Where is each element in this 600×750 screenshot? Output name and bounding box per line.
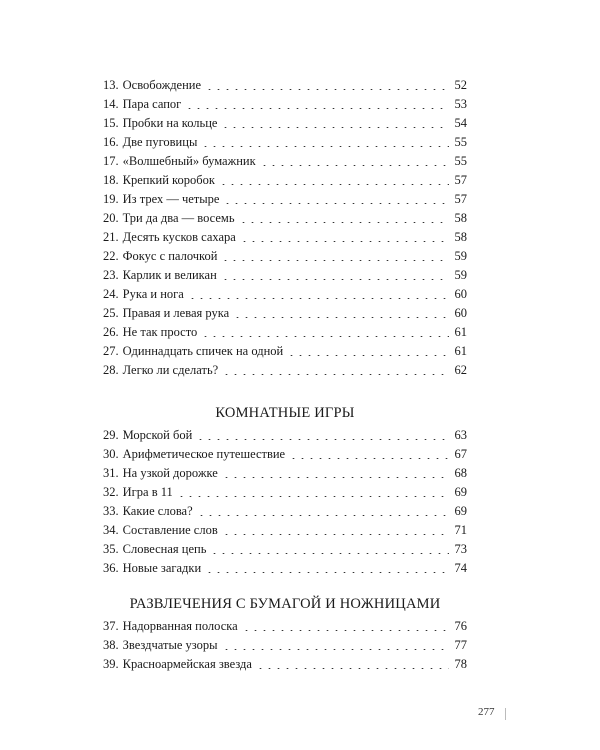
toc-entry-page: 61 <box>454 344 467 358</box>
toc-entry-number: 31. <box>103 466 119 480</box>
toc-entry-page: 69 <box>454 504 467 518</box>
toc-entry-title: Три да два — восемь <box>122 211 235 225</box>
toc-entry-number: 35. <box>103 542 119 556</box>
toc-entry-title: Словесная цепь <box>122 542 207 556</box>
toc-entry-number: 20. <box>103 211 119 225</box>
section-heading: РАЗВЛЕЧЕНИЯ С БУМАГОЙ И НОЖНИЦАМИ <box>129 596 441 612</box>
toc-entry <box>103 559 467 578</box>
dot-leader <box>222 534 449 535</box>
toc-entry <box>103 636 467 655</box>
toc-entry <box>103 171 467 190</box>
dot-leader <box>219 184 449 185</box>
toc-entry-title: Правая и левая рука <box>122 306 230 320</box>
toc-entry-page: 57 <box>454 173 467 187</box>
toc-entry-page: 73 <box>454 542 467 556</box>
dot-leader <box>222 649 449 650</box>
dot-leader <box>201 146 449 147</box>
dot-leader <box>222 477 449 478</box>
toc-entry-number: 36. <box>103 561 119 575</box>
toc-entry-page: 57 <box>454 192 467 206</box>
toc-entry <box>103 228 467 247</box>
dot-leader <box>239 222 449 223</box>
toc-entry-page: 78 <box>454 657 467 671</box>
toc-entry-title: Одиннадцать спичек на одной <box>122 344 284 358</box>
toc-entry-title: Новые загадки <box>122 561 202 575</box>
toc-entry-page: 52 <box>454 78 467 92</box>
toc-entry-number: 18. <box>103 173 119 187</box>
toc-entry-page: 58 <box>454 230 467 244</box>
toc-entry-number: 24. <box>103 287 119 301</box>
toc-entry-page: 77 <box>454 638 467 652</box>
toc-entry-number: 39. <box>103 657 119 671</box>
toc-entry <box>103 76 467 95</box>
folio-divider <box>505 708 506 720</box>
toc-entry-number: 21. <box>103 230 119 244</box>
toc-entry <box>103 617 467 636</box>
toc-entry-page: 71 <box>454 523 467 537</box>
toc-entry <box>103 464 467 483</box>
toc-entry-title: Составление слов <box>122 523 218 537</box>
toc-section-main <box>103 76 467 380</box>
toc-entry-number: 22. <box>103 249 119 263</box>
toc-entry-title: Освобождение <box>122 78 202 92</box>
dot-leader <box>221 279 449 280</box>
toc-entry-page: 58 <box>454 211 467 225</box>
toc-entry-title: На узкой дорожке <box>122 466 218 480</box>
toc-entry-title: Фокус с палочкой <box>122 249 218 263</box>
toc-entry-title: Десять кусков сахара <box>122 230 236 244</box>
toc-entry-number: 33. <box>103 504 119 518</box>
toc-entry-number: 27. <box>103 344 119 358</box>
toc-entry <box>103 209 467 228</box>
dot-leader <box>201 336 449 337</box>
toc-entry-number: 32. <box>103 485 119 499</box>
toc-entry-page: 54 <box>454 116 467 130</box>
toc-entry-title: Крепкий коробок <box>122 173 215 187</box>
toc-entry-number: 37. <box>103 619 119 633</box>
toc-entry <box>103 152 467 171</box>
toc-entry-title: Арифметическое путешествие <box>122 447 286 461</box>
dot-leader <box>260 165 449 166</box>
toc-entry <box>103 521 467 540</box>
toc-entry-title: Звездчатые узоры <box>122 638 218 652</box>
toc-entry-title: Пробки на кольце <box>122 116 218 130</box>
dot-leader <box>177 496 449 497</box>
toc-entry <box>103 133 467 152</box>
toc-section-room-games <box>103 403 467 578</box>
toc-entry-number: 23. <box>103 268 119 282</box>
toc-entry-number: 30. <box>103 447 119 461</box>
toc-entry-title: Красноармейская звезда <box>122 657 252 671</box>
dot-leader <box>240 241 449 242</box>
dot-leader <box>289 458 449 459</box>
dot-leader <box>222 374 449 375</box>
toc-entry-title: «Волшебный» бумажник <box>122 154 256 168</box>
toc-entry-page: 60 <box>454 287 467 301</box>
toc-entry-page: 76 <box>454 619 467 633</box>
toc-entry <box>103 445 467 464</box>
toc-entry <box>103 114 467 133</box>
toc-entry-title: Какие слова? <box>122 504 193 518</box>
dot-leader <box>221 127 449 128</box>
toc-entry-page: 60 <box>454 306 467 320</box>
toc-entry-title: Две пуговицы <box>122 135 198 149</box>
toc-entry-number: 16. <box>103 135 119 149</box>
dot-leader <box>188 298 449 299</box>
dot-leader <box>185 108 449 109</box>
dot-leader <box>196 439 449 440</box>
toc-entry-page: 63 <box>454 428 467 442</box>
toc-entry-number: 17. <box>103 154 119 168</box>
toc-entry <box>103 190 467 209</box>
toc-entry-page: 55 <box>454 135 467 149</box>
toc-entry <box>103 502 467 521</box>
toc-entry-number: 14. <box>103 97 119 111</box>
toc-entry-page: 74 <box>454 561 467 575</box>
toc-entry-page: 53 <box>454 97 467 111</box>
toc-entry-page: 55 <box>454 154 467 168</box>
toc-entry <box>103 483 467 502</box>
dot-leader <box>287 355 449 356</box>
toc-entry <box>103 323 467 342</box>
toc-entry-page: 62 <box>454 363 467 377</box>
page-number: 277 <box>478 706 495 718</box>
toc-entry-title: Не так просто <box>122 325 198 339</box>
toc-entry <box>103 540 467 559</box>
toc-section-paper-scissors <box>103 594 467 674</box>
toc-entry-number: 19. <box>103 192 119 206</box>
toc-entry-title: Рука и нога <box>122 287 184 301</box>
toc-entry-number: 34. <box>103 523 119 537</box>
dot-leader <box>197 515 449 516</box>
dot-leader <box>205 89 449 90</box>
dot-leader <box>210 553 449 554</box>
dot-leader <box>233 317 449 318</box>
toc-entry-page: 59 <box>454 249 467 263</box>
toc-entry-page: 69 <box>454 485 467 499</box>
toc-entry <box>103 342 467 361</box>
toc-entry-title: Морской бой <box>122 428 193 442</box>
toc-entry-page: 59 <box>454 268 467 282</box>
toc-entry <box>103 285 467 304</box>
toc-entry <box>103 95 467 114</box>
toc-entry-title: Карлик и великан <box>122 268 217 282</box>
toc-entry-number: 38. <box>103 638 119 652</box>
toc-entry-number: 26. <box>103 325 119 339</box>
toc-entry-title: Пара сапог <box>122 97 182 111</box>
dot-leader <box>256 668 449 669</box>
toc-entry <box>103 247 467 266</box>
toc-entry-number: 29. <box>103 428 119 442</box>
dot-leader <box>221 260 449 261</box>
toc-entry-number: 28. <box>103 363 119 377</box>
toc-entry-number: 25. <box>103 306 119 320</box>
toc-entry-page: 68 <box>454 466 467 480</box>
dot-leader <box>205 572 449 573</box>
toc-entry <box>103 304 467 323</box>
toc-entry-title: Из трех — четыре <box>122 192 220 206</box>
dot-leader <box>223 203 449 204</box>
section-heading: КОМНАТНЫЕ ИГРЫ <box>215 405 355 421</box>
toc-entry <box>103 426 467 445</box>
toc-entry <box>103 655 467 674</box>
dot-leader <box>242 630 449 631</box>
toc-entry-number: 15. <box>103 116 119 130</box>
toc-entry-title: Легко ли сделать? <box>122 363 219 377</box>
toc-entry-number: 13. <box>103 78 119 92</box>
toc-entry-page: 61 <box>454 325 467 339</box>
toc-entry <box>103 266 467 285</box>
toc-entry <box>103 361 467 380</box>
toc-entry-page: 67 <box>454 447 467 461</box>
toc-entry-title: Надорванная полоска <box>122 619 238 633</box>
toc-entry-title: Игра в 11 <box>122 485 173 499</box>
